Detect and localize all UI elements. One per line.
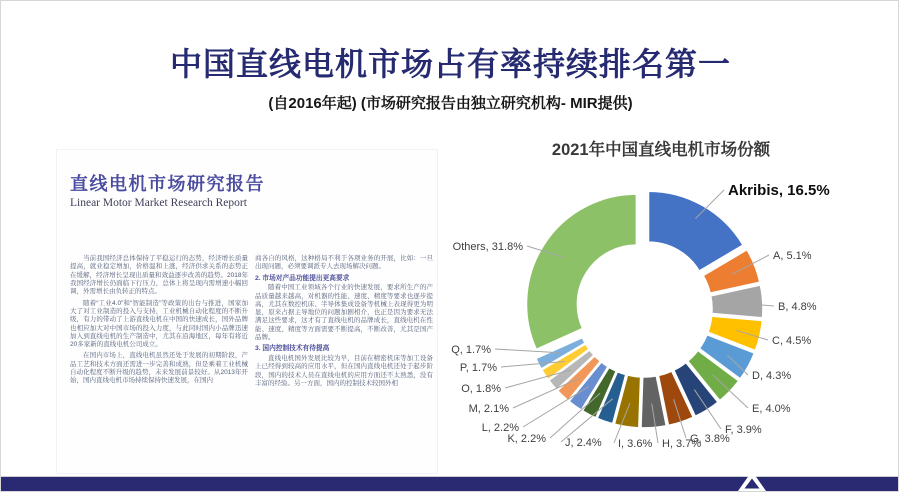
slice-label-Others: Others, 31.8% bbox=[452, 241, 523, 253]
report-paragraph: 商各自的风格，这种格局不利于各项业务的开展，比如：一旦出现问题，必须要调派专人去现场解决问题。 bbox=[255, 255, 433, 271]
slice-label-P: P, 1.7% bbox=[459, 362, 497, 374]
slice-label-K: K, 2.2% bbox=[507, 433, 546, 445]
slice-label-J: J, 2.4% bbox=[565, 437, 602, 449]
leader-line-Q bbox=[495, 349, 560, 353]
slice-label-O: O, 1.8% bbox=[461, 383, 501, 395]
market-share-donut-chart bbox=[1, 1, 899, 492]
akribis-triangle-logo-icon bbox=[736, 469, 768, 492]
slide-subtitle: (自2016年起) (市场研究报告由独立研究机构- MIR提供) bbox=[268, 95, 633, 112]
report-title: 直线电机市场研究报告 bbox=[70, 174, 265, 194]
slice-label-I: I, 3.6% bbox=[618, 438, 653, 450]
slice-label-Akribis: Akribis, 16.5% bbox=[728, 182, 830, 199]
report-paragraph: 当前我国经济总体保持了平稳运行的态势，经济增长质量提高，就业稳定增加，价格温和上涨，经济供求关系的态势正在缓解，经济增长呈现出质量和效益逐步改善的趋势。2018年我国经济增长仍面临下行压力，总体上将呈现内需增速小幅回调，外需增长由负转正的特点。 bbox=[70, 255, 248, 296]
slice-label-C: C, 4.5% bbox=[772, 335, 812, 347]
report-title-english: Linear Motor Market Research Report bbox=[70, 197, 247, 209]
slice-label-F: F, 3.9% bbox=[725, 424, 762, 436]
slice-label-A: A, 5.1% bbox=[773, 250, 812, 262]
report-section-heading: 2. 市场对产品功能提出更高要求 bbox=[255, 274, 350, 282]
slice-label-H: H, 3.7% bbox=[662, 438, 702, 450]
slide-title: 中国直线电机市场占有率持续排名第一 bbox=[169, 46, 731, 82]
report-paragraph: 随着中国工业领域各个行业的快速发展，要求所生产的产品质量越来越高，对机器的性能、速度、精度等要求也逐步提高，尤其在数控机床、半导体集成设备等机械上表现得更为明显，原来占据主导地位的问题加剧相介，也正是因为要求无法满足这些要求，这才有了直线电机的品牌成长，直线电机在性能、速度、精度等方面需要不断提高，不断改善，尤其是国产品牌。 bbox=[255, 284, 433, 342]
slice-Akribis bbox=[648, 191, 743, 271]
slice-label-Q: Q, 1.7% bbox=[451, 344, 491, 356]
chart-title: 2021年中国直线电机市场份额 bbox=[551, 141, 771, 159]
slice-label-L: L, 2.2% bbox=[481, 422, 519, 434]
slice-Others bbox=[526, 194, 636, 349]
report-paragraph: 在国内市场上，直线电机虽然还处于发展的初期阶段，产品工艺和技术方面还需进一步完善和成熟，但是乘着工业机械自动化程度不断升级的趋势，未来发展前景较好。从2013年开始，国内直线电机市场持续保持快速发展，在国内 bbox=[70, 352, 248, 385]
slice-label-D: D, 4.3% bbox=[752, 370, 792, 382]
slice-label-E: E, 4.0% bbox=[752, 403, 791, 415]
report-paragraph: 直线电机国外发展比较为早，目前在精密机床等加工设备上已经得到较高的应用水平，但在国内直线电机还处于起步阶段，国内的技术人员在直线电机的应用方面还不太熟悉，没有丰富的经验。另一方面，国内的控制技术较国外相 bbox=[255, 354, 433, 387]
report-paragraph: 随着“工业4.0”和“智能制造”等政策的出台与推进，国家加大了对工业制造的投入与支持，工业机械自动化程度的不断升级，有力的带动了上游直线电机在中国的快速成长，国外品牌也相应加大对中国市场的投入力度，与此同时国内小品牌迅速加入到直线电机的生产制造中，尤其在沿海地区，每年有将近20多家新的直线电机公司成立。 bbox=[70, 299, 248, 349]
slice-label-B: B, 4.8% bbox=[778, 301, 817, 313]
slice-label-M: M, 2.1% bbox=[468, 403, 509, 415]
slice-label-G: G, 3.8% bbox=[690, 433, 730, 445]
report-section-heading: 3. 国内控制技术有待提高 bbox=[255, 345, 330, 353]
